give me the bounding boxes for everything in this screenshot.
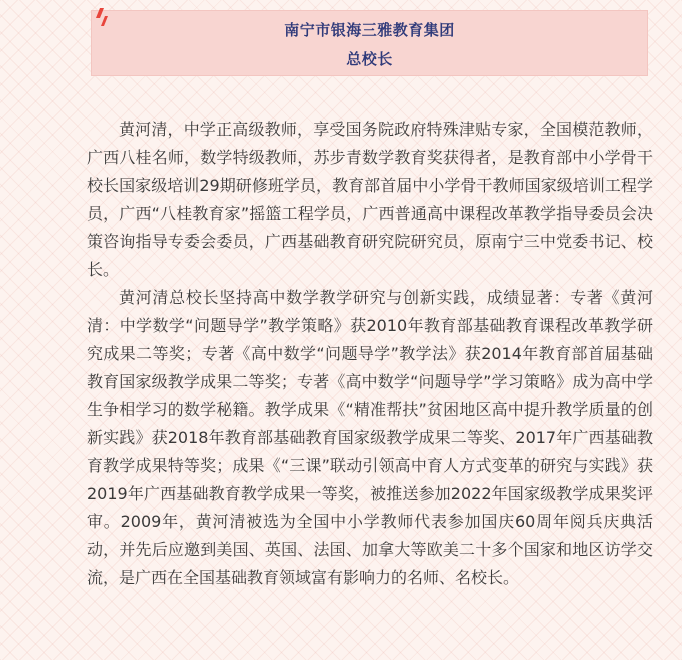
accent-slash-icon bbox=[94, 8, 108, 26]
paragraph-achievements: 黄河清总校长坚持高中数学教学研究与创新实践，成绩显著：专著《黄河清：中学数学“问题导学”教学策略》获2010年教育部基础教育课程改革教学研究成果二等奖；专著《高中数学“问题导学”教学法》获2014年教育部首届基础教育国家级教学成果二等奖；专著《高中数学“问题导学”学习策略》成为高中学生争相学习的数学秘籍。教学成果《“精准帮扶”贫困地区高中提升教学质量的创新实践》获2018年教育部基础教育国家级教学成果二等奖、2017年广西基础教育教学成果特等奖；成果《“三课”联动引领高中育人方式变革的研究与实践》获2019年广西基础教育教学成果一等奖，被推送参加2022年国家级教学成果奖评审。2009年，黄河清被选为全国中小学教师代表参加国庆60周年阅兵庆典活动，并先后应邀到美国、英国、法国、加拿大等欧美二十多个国家和地区访学交流，是广西在全国基础教育领域富有影响力的名师、名校长。 bbox=[87, 288, 653, 587]
header-banner bbox=[91, 10, 648, 76]
position-subtitle: 总校长 bbox=[346, 50, 393, 68]
paragraph-biography: 黄河清，中学正高级教师，享受国务院政府特殊津贴专家，全国模范教师，广西八桂名师，数学特级教师，苏步青数学教育奖获得者，是教育部中小学骨干校长国家级培训29期研修班学员，教育部首届中小学骨干教师国家级培训工程学员，广西“八桂教育家”摇篮工程学员，广西普通高中课程改革教学指导委员会决策咨询指导专委会委员，广西基础教育研究院研究员，原南宁三中党委书记、校长。 bbox=[87, 120, 653, 279]
article-body bbox=[87, 116, 653, 592]
organization-title: 南宁市银海三雅教育集团 bbox=[284, 21, 455, 39]
